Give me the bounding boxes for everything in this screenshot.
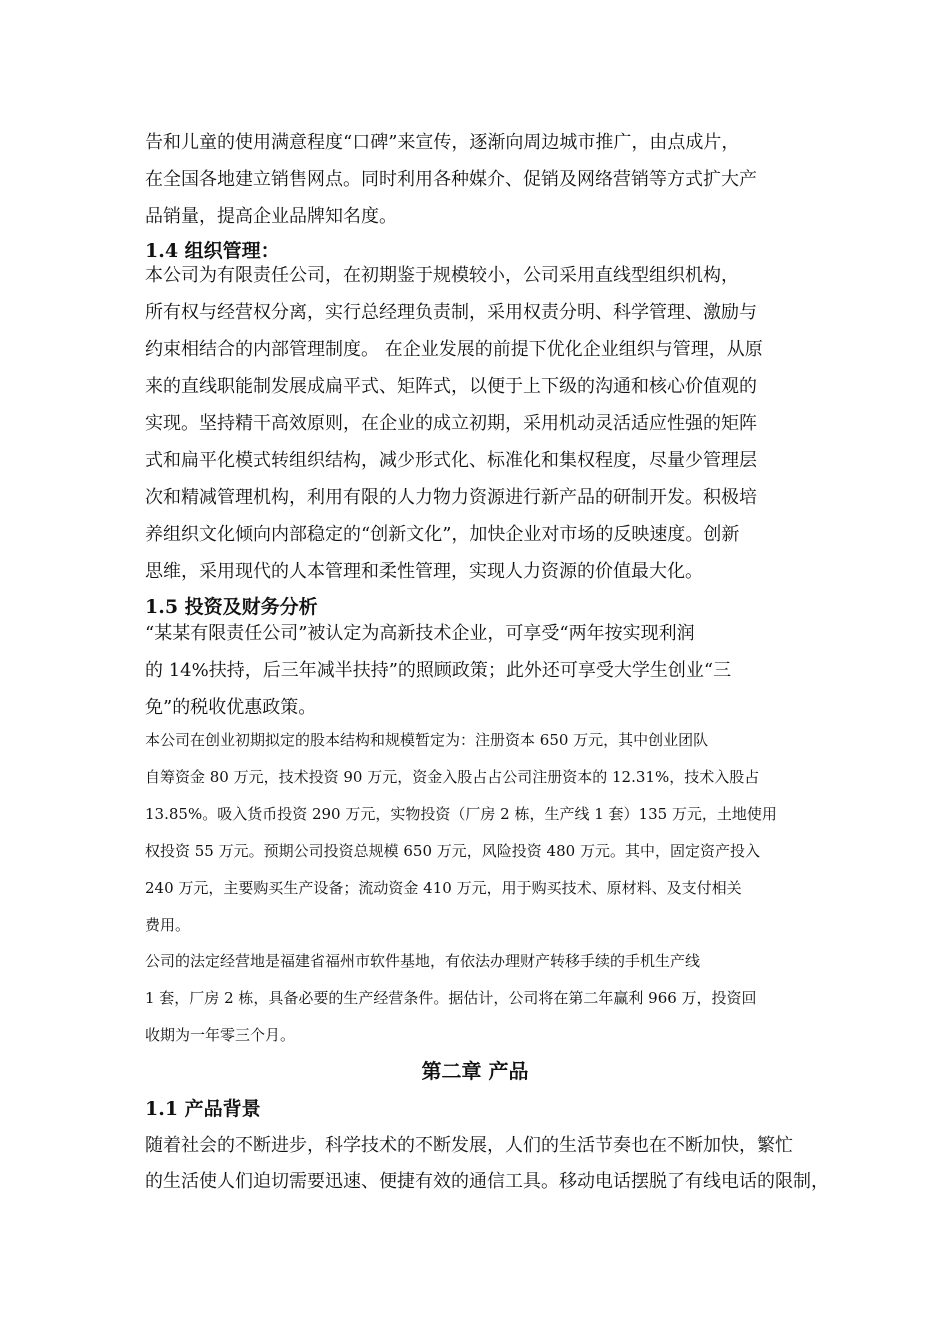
paragraph-line: 的 14%扶持，后三年减半扶持”的照顾政策；此外还可享受大学生创业“三 [145, 660, 732, 681]
paragraph-line: 权投资 55 万元。预期公司投资总规模 650 万元，风险投资 480 万元。其中，固定资产投入 [145, 842, 760, 860]
paragraph-line: “某某有限责任公司”被认定为高新技术企业，可享受“两年按实现利润 [145, 623, 695, 644]
section-heading-1-4: 1.4 组织管理： [145, 240, 280, 262]
section-heading-1-1: 1.1 产品背景 [145, 1098, 261, 1120]
paragraph-line: 本公司为有限责任公司，在初期鉴于规模较小，公司采用直线型组织机构， [145, 265, 739, 286]
paragraph-line: 240 万元，主要购买生产设备；流动资金 410 万元，用于购买技术、原材料、及支付相关 [145, 879, 742, 897]
paragraph-line: 所有权与经营权分离，实行总经理负责制，采用权责分明、科学管理、激励与 [145, 302, 757, 323]
paragraph-line: 本公司在创业初期拟定的股本结构和规模暂定为：注册资本 650 万元，其中创业团队 [145, 731, 709, 749]
paragraph-line: 告和儿童的使用满意程度“口碑”来宣传，逐渐向周边城市推广，由点成片， [145, 132, 740, 153]
paragraph-line: 随着社会的不断进步，科学技术的不断发展，人们的生活节奏也在不断加快，繁忙 [145, 1135, 793, 1156]
paragraph-line: 式和扁平化模式转组织结构，减少形式化、标准化和集权程度，尽量少管理层 [145, 450, 757, 471]
paragraph-line: 13.85%。吸入货币投资 290 万元，实物投资（厂房 2 栋，生产线 1 套）135 万元，土地使用 [145, 805, 777, 823]
paragraph-line: 在全国各地建立销售网点。同时利用各种媒介、促销及网络营销等方式扩大产 [145, 169, 757, 190]
paragraph-line: 来的直线职能制发展成扁平式、矩阵式，以便于上下级的沟通和核心价值观的 [145, 376, 757, 397]
chapter-title: 第二章 产品 [421, 1059, 529, 1083]
paragraph-line: 次和精减管理机构，利用有限的人力物力资源进行新产品的研制开发。积极培 [145, 487, 757, 508]
paragraph-line: 免”的税收优惠政策。 [145, 697, 317, 718]
paragraph-line: 品销量，提高企业品牌知名度。 [145, 206, 397, 227]
paragraph-line: 实现。坚持精干高效原则，在企业的成立初期，采用机动灵活适应性强的矩阵 [145, 413, 757, 434]
paragraph-line: 养组织文化倾向内部稳定的“创新文化”，加快企业对市场的反映速度。创新 [145, 524, 740, 545]
paragraph-line: 思维，采用现代的人本管理和柔性管理，实现人力资源的价值最大化。 [145, 561, 703, 582]
paragraph-line: 约束相结合的内部管理制度。 在企业发展的前提下优化企业组织与管理，从原 [145, 339, 763, 360]
paragraph-line: 1 套，厂房 2 栋，具备必要的生产经营条件。据估计，公司将在第二年赢利 966 万，投资回 [145, 989, 757, 1007]
paragraph-line: 自筹资金 80 万元，技术投资 90 万元，资金入股占占公司注册资本的 12.31%，技术入股占 [145, 768, 760, 786]
paragraph-line: 收期为一年零三个月。 [145, 1026, 296, 1044]
section-heading-1-5: 1.5 投资及财务分析 [145, 596, 318, 618]
paragraph-line: 公司的法定经营地是福建省福州市软件基地，有依法办理财产转移手续的手机生产线 [145, 952, 701, 970]
paragraph-line: 费用。 [145, 916, 191, 934]
paragraph-line: 的生活使人们迫切需要迅速、便捷有效的通信工具。移动电话摆脱了有线电话的限制， [145, 1171, 829, 1192]
